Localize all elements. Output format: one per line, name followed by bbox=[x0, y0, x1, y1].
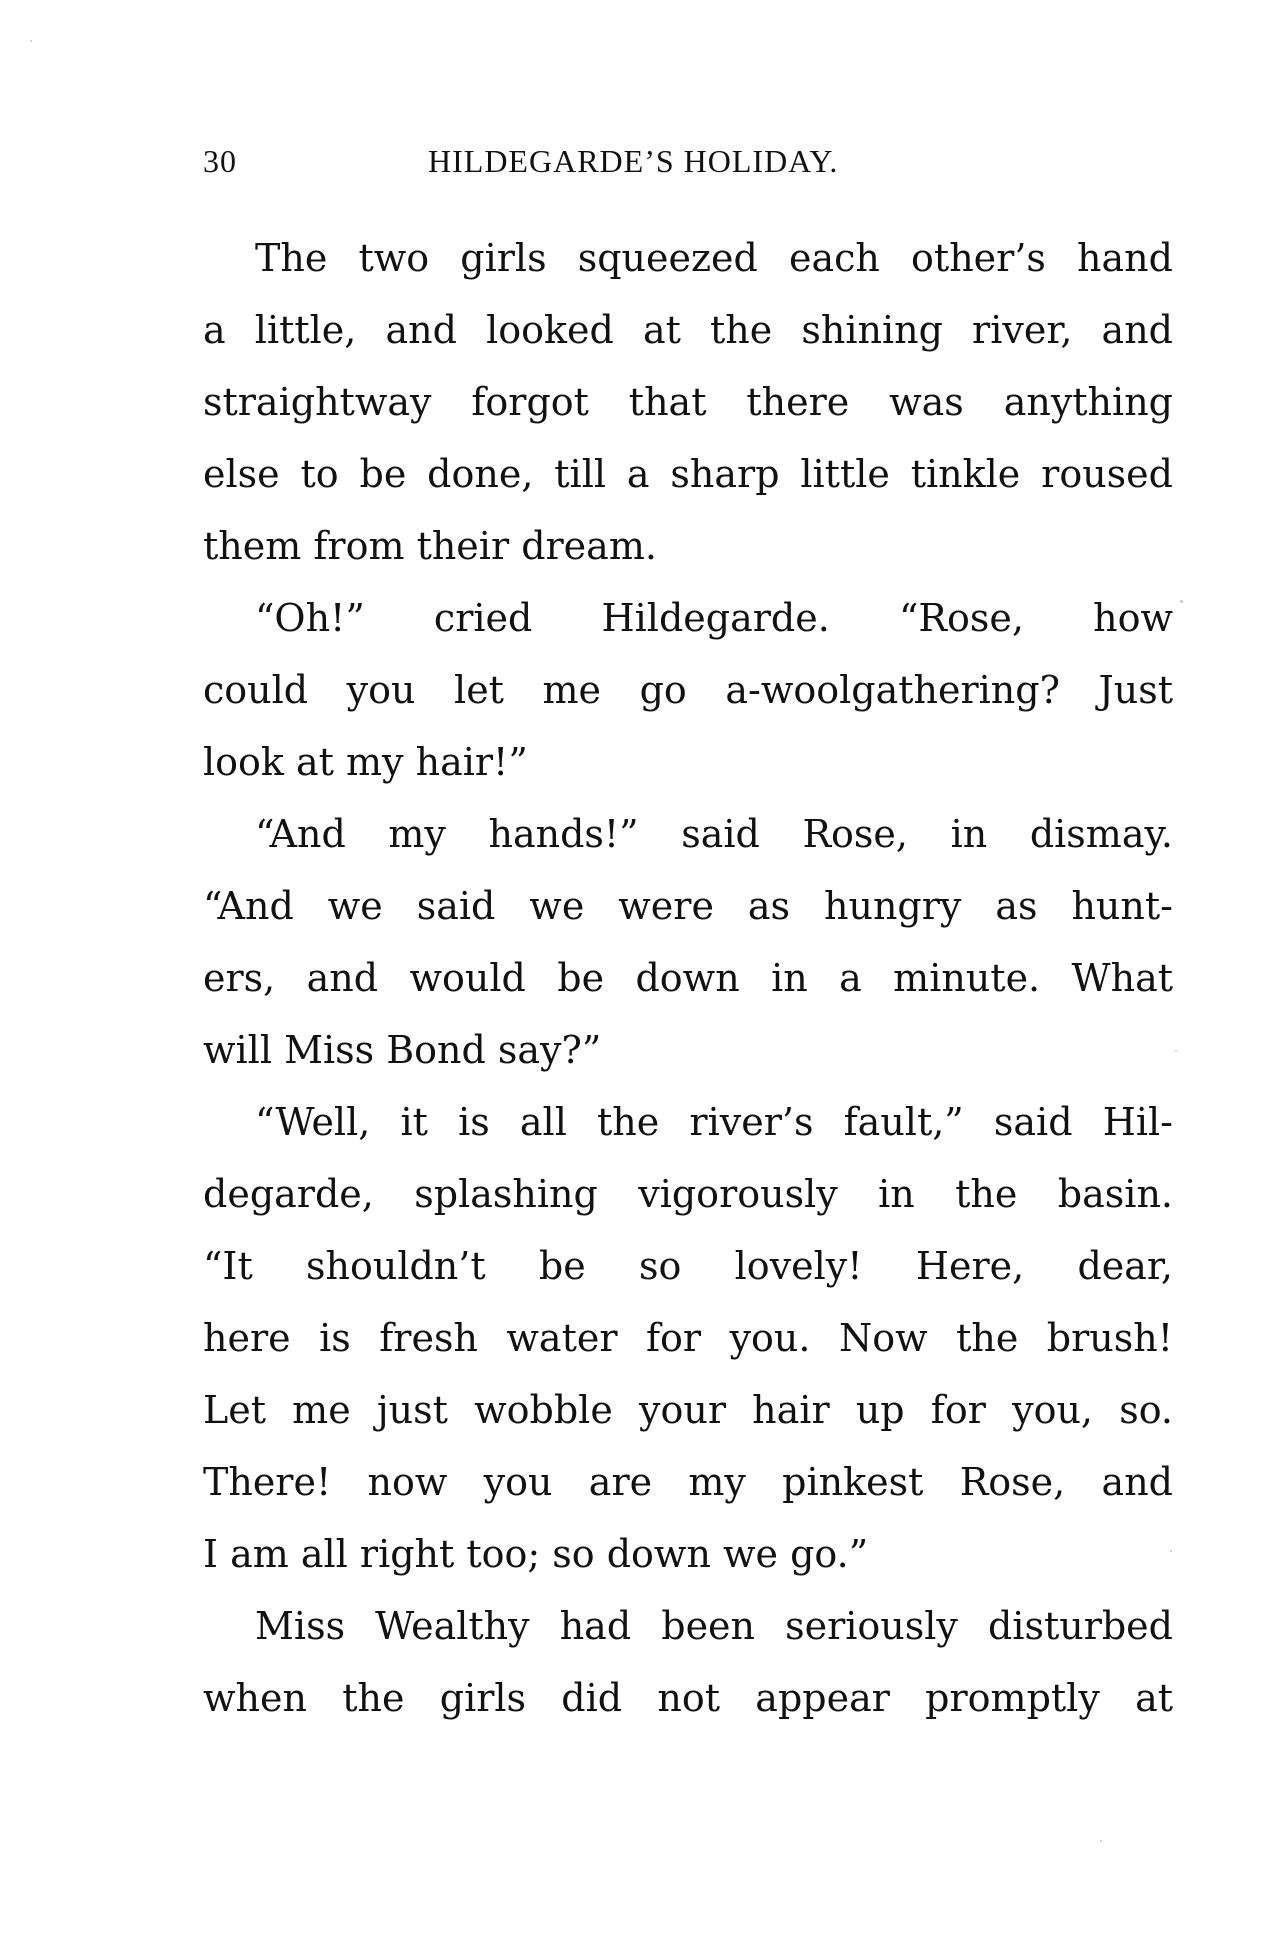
text-line: I am all right too; so down we go.” bbox=[203, 1532, 869, 1576]
paper-speck bbox=[30, 40, 32, 42]
text-line: here is fresh water for you. Now the brush! bbox=[203, 1316, 1173, 1360]
paper-speck bbox=[1170, 1550, 1172, 1552]
running-title: HILDEGARDE’S HOLIDAY. bbox=[428, 143, 839, 179]
paragraph bbox=[203, 1590, 1173, 1734]
paragraph bbox=[203, 222, 1173, 582]
text-line: when the girls did not appear promptly at bbox=[203, 1676, 1173, 1720]
text-line: look at my hair!” bbox=[203, 740, 528, 784]
text-line: “Oh!” cried Hildegarde. “Rose, how bbox=[255, 596, 1173, 640]
paper-speck bbox=[1100, 1840, 1102, 1842]
text-line: The two girls squeezed each other’s hand bbox=[255, 236, 1173, 280]
text-line: will Miss Bond say?” bbox=[203, 1028, 602, 1072]
text-line: “And my hands!” said Rose, in dismay. bbox=[255, 812, 1173, 856]
text-line: straightway forgot that there was anything bbox=[203, 380, 1173, 424]
paper-speck bbox=[1180, 600, 1183, 603]
text-line: degarde, splashing vigorously in the basin. bbox=[203, 1172, 1173, 1216]
page-header bbox=[203, 143, 1183, 183]
text-line: could you let me go a-woolgathering? Just bbox=[203, 668, 1173, 712]
text-line: “Well, it is all the river’s fault,” said Hil- bbox=[255, 1100, 1173, 1144]
text-line: “And we said we were as hungry as hunt- bbox=[203, 884, 1173, 928]
text-line: else to be done, till a sharp little tinkle roused bbox=[203, 452, 1173, 496]
text-line: Let me just wobble your hair up for you, so. bbox=[203, 1388, 1173, 1432]
text-line: them from their dream. bbox=[203, 524, 657, 568]
text-line: “It shouldn’t be so lovely! Here, dear, bbox=[203, 1244, 1173, 1288]
text-line: a little, and looked at the shining river, and bbox=[203, 308, 1173, 352]
body-text bbox=[203, 222, 1173, 1734]
text-line: ers, and would be down in a minute. What bbox=[203, 956, 1173, 1000]
paragraph bbox=[203, 582, 1173, 798]
paragraph bbox=[203, 798, 1173, 1086]
text-line: There! now you are my pinkest Rose, and bbox=[203, 1460, 1173, 1504]
text-line: Miss Wealthy had been seriously disturbed bbox=[255, 1604, 1173, 1648]
page-number: 30 bbox=[203, 143, 237, 179]
paper-speck bbox=[1175, 1050, 1177, 1052]
paragraph bbox=[203, 1086, 1173, 1590]
